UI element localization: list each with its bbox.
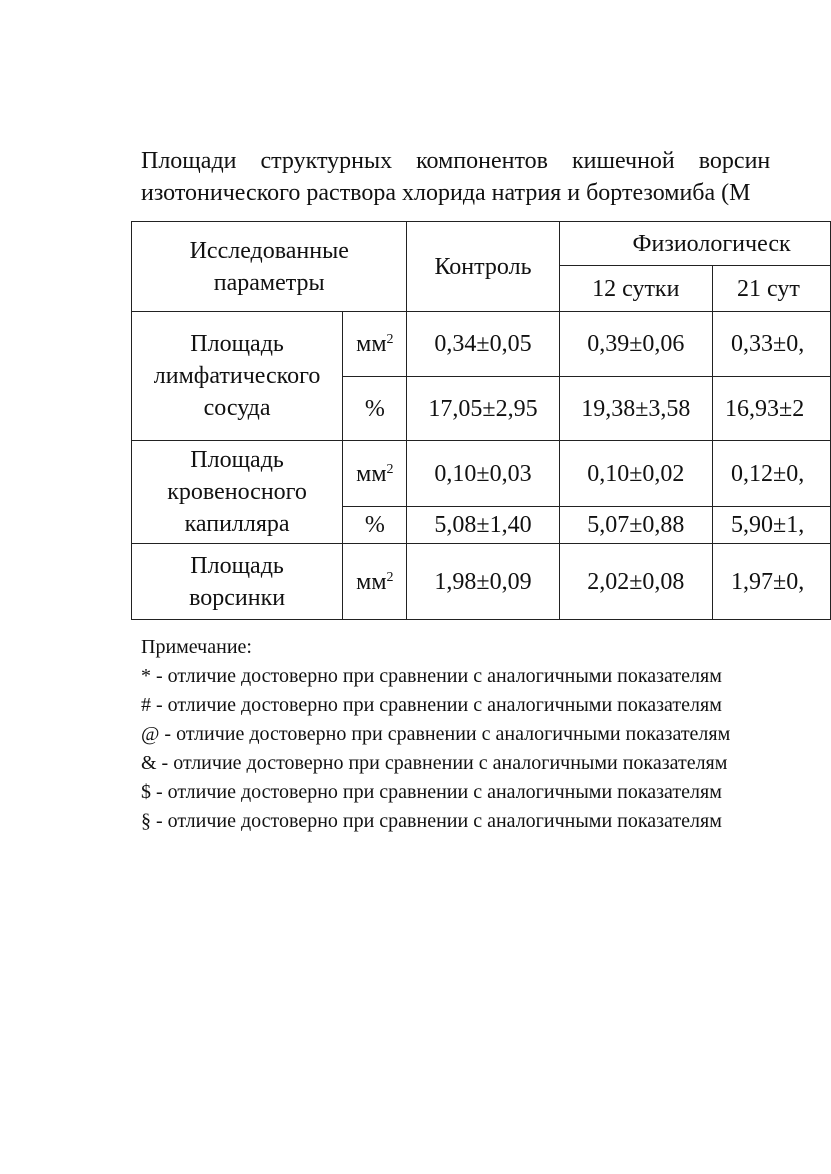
note-item: § - отличие достоверно при сравнении с аналогичными показателям	[141, 810, 722, 832]
cell-lymph-pct-control: 17,05±2,95	[407, 377, 559, 441]
cell-lymph-mm-day21: 0,33±0,	[713, 312, 831, 377]
unit-mm2	[343, 544, 407, 620]
note-item: # - отличие достоверно при сравнении с аналогичными показателям	[141, 694, 722, 716]
note-item: * - отличие достоверно при сравнении с аналогичными показателям	[141, 665, 722, 687]
notes-section	[141, 633, 831, 836]
header-control: Контроль	[407, 222, 559, 312]
cell-villus-mm-day21: 1,97±0,	[713, 544, 831, 620]
table-row	[132, 441, 831, 507]
unit-exponent: 2	[386, 569, 394, 585]
row-label-lymphatic: Площадь лимфатического сосуда	[132, 312, 343, 441]
cell-lymph-pct-day12: 19,38±3,58	[559, 377, 713, 441]
table-row	[132, 544, 831, 620]
table-row	[132, 312, 831, 377]
unit-percent: %	[343, 507, 407, 544]
unit-mm2	[343, 312, 407, 377]
notes-title: Примечание:	[141, 636, 252, 658]
header-params: Исследованные параметры	[132, 222, 407, 312]
cell-lymph-pct-day21: 16,93±2	[713, 377, 831, 441]
unit-exponent: 2	[386, 461, 394, 477]
caption-line-1: Площади структурных компонентов кишечной ворсин	[141, 148, 771, 174]
unit-mm-text: мм	[356, 460, 387, 487]
unit-mm-text: мм	[356, 568, 387, 595]
cell-villus-mm-day12: 2,02±0,08	[559, 544, 713, 620]
unit-mm-text: мм	[356, 331, 387, 357]
cell-capillary-pct-day21: 5,90±1,	[713, 507, 831, 544]
cell-capillary-mm-control: 0,10±0,03	[407, 441, 559, 507]
table-caption	[141, 145, 831, 209]
header-row-1	[132, 222, 831, 266]
cell-capillary-mm-day12: 0,10±0,02	[559, 441, 713, 507]
cell-capillary-mm-day21: 0,12±0,	[713, 441, 831, 507]
cell-capillary-pct-day12: 5,07±0,88	[559, 507, 713, 544]
header-physiological-group: Физиологическ	[559, 222, 830, 266]
row-label-capillary: Площадь кровеносного капилляра	[132, 441, 343, 544]
header-day-21: 21 сут	[713, 266, 831, 312]
results-table	[131, 221, 831, 620]
row-label-villus: Площадь ворсинки	[132, 544, 343, 620]
cell-lymph-mm-control: 0,34±0,05	[407, 312, 559, 377]
cell-villus-mm-control: 1,98±0,09	[407, 544, 559, 620]
caption-line-2: изотонического раствора хлорида натрия и бортезомиба (M	[141, 180, 751, 206]
note-item: & - отличие достоверно при сравнении с аналогичными показателям	[141, 752, 728, 774]
note-item: $ - отличие достоверно при сравнении с аналогичными показателям	[141, 781, 722, 803]
cell-lymph-mm-day12: 0,39±0,06	[559, 312, 713, 377]
header-day-12: 12 сутки	[559, 266, 713, 312]
unit-exponent: 2	[386, 332, 394, 347]
unit-percent: %	[343, 377, 407, 441]
cell-capillary-pct-control: 5,08±1,40	[407, 507, 559, 544]
note-item: @ - отличие достоверно при сравнении с аналогичными показателям	[141, 723, 731, 745]
unit-mm2	[343, 441, 407, 507]
